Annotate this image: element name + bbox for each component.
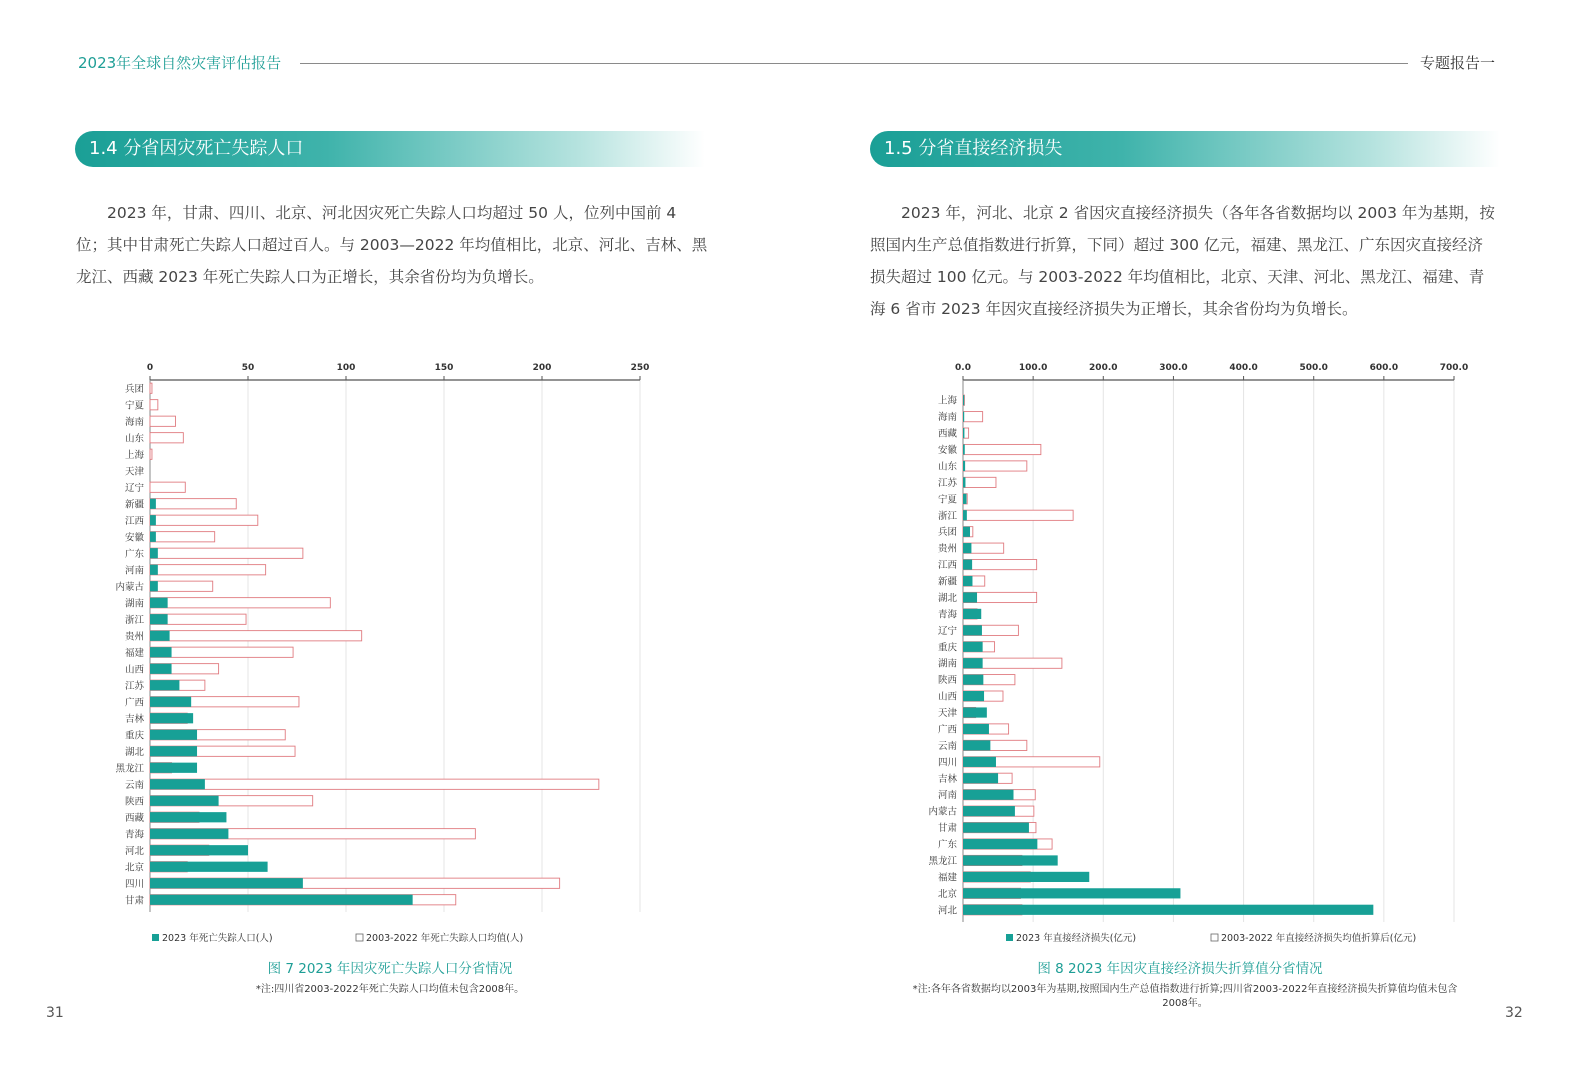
avg-bar: [150, 499, 236, 509]
category-label: 西藏: [124, 812, 144, 824]
avg-bar: [150, 598, 330, 608]
category-label: 辽宁: [124, 482, 144, 494]
chart-economic-loss: [915, 342, 1495, 952]
bar-2023: [963, 773, 998, 783]
x-tick-label: 200.0: [1089, 363, 1118, 373]
category-label: 浙江: [937, 510, 957, 522]
section-banner-right: 1.5 分省直接经济损失: [870, 131, 1500, 167]
x-tick-label: 600.0: [1369, 363, 1399, 373]
bar-2023: [150, 878, 303, 888]
bar-2023: [150, 515, 156, 525]
avg-bar: [150, 482, 185, 492]
avg-bar: [150, 400, 158, 410]
avg-bar: [963, 412, 983, 422]
bar-2023: [963, 888, 1180, 898]
bar-2023: [963, 592, 977, 602]
category-label: 河南: [124, 565, 144, 577]
category-label: 湖南: [124, 598, 144, 610]
bar-2023: [150, 631, 170, 641]
category-label: 山东: [937, 461, 957, 473]
bar-2023: [150, 895, 413, 905]
bar-2023: [963, 625, 982, 635]
avg-bar: [150, 581, 213, 591]
paragraph-left: 2023 年，甘肃、四川、北京、河北因灾死亡失踪人口均超过 50 人，位列中国前 4 位；其中甘肃死亡失踪人口超过百人。与 2003—2022 年均值相比，北京、河北、吉林、黑龙江、西藏 2023 年死亡失踪人口为正增长，其余省份均为负增长。: [76, 204, 708, 286]
avg-bar: [150, 779, 599, 789]
bar-2023: [963, 757, 996, 767]
category-label: 安徽: [937, 445, 957, 457]
figure-caption-right: 图 8 2023 年因灾直接经济损失折算值分省情况: [1037, 961, 1323, 977]
x-tick-label: 100: [336, 363, 356, 373]
bar-2023: [963, 444, 965, 454]
page-number-left: 31: [46, 1005, 64, 1021]
category-label: 辽宁: [937, 625, 957, 637]
x-tick-label: 200: [532, 363, 552, 373]
category-label: 湖北: [937, 592, 957, 604]
category-label: 河南: [937, 790, 957, 802]
bar-2023: [963, 477, 965, 487]
category-label: 内蒙古: [115, 581, 144, 593]
bar-2023: [963, 527, 970, 537]
category-label: 广西: [937, 724, 957, 736]
legend-swatch-2023: [152, 934, 159, 941]
category-label: 重庆: [937, 642, 957, 654]
category-label: 北京: [124, 862, 144, 874]
bar-2023: [963, 740, 990, 750]
section-label: 专题报告一: [1420, 54, 1496, 72]
category-label: 西藏: [937, 428, 957, 440]
category-label: 黑龙江: [115, 763, 144, 775]
category-label: 湖北: [124, 746, 144, 758]
x-tick-label: 50: [241, 363, 255, 373]
category-label: 上海: [937, 395, 957, 407]
bar-2023: [963, 510, 967, 520]
category-label: 吉林: [937, 773, 957, 785]
x-tick-label: 0: [146, 363, 154, 373]
avg-bar: [150, 532, 215, 542]
category-label: 宁夏: [937, 494, 957, 506]
category-label: 湖南: [937, 658, 957, 670]
bar-2023: [150, 664, 172, 674]
avg-bar: [963, 444, 1041, 454]
category-label: 上海: [124, 449, 144, 461]
category-label: 吉林: [124, 713, 144, 725]
category-label: 陕西: [937, 675, 957, 687]
bar-2023: [150, 598, 168, 608]
bar-2023: [963, 822, 1029, 832]
bar-2023: [150, 746, 197, 756]
category-label: 广西: [124, 697, 144, 709]
category-label: 山西: [937, 691, 957, 703]
bar-2023: [150, 845, 248, 855]
bar-2023: [150, 581, 158, 591]
category-label: 河北: [124, 845, 144, 857]
legend-label-2023: 2023 年死亡失踪人口(人): [162, 933, 273, 944]
bar-2023: [963, 412, 964, 422]
bar-2023: [150, 614, 168, 624]
category-label: 宁夏: [124, 400, 144, 412]
avg-bar: [150, 515, 258, 525]
category-label: 山西: [124, 664, 144, 676]
avg-bar: [963, 461, 1027, 471]
bar-2023: [150, 697, 191, 707]
category-label: 内蒙古: [928, 806, 957, 818]
avg-bar: [963, 510, 1073, 520]
bar-2023: [150, 812, 226, 822]
category-label: 青海: [124, 829, 144, 841]
header-divider: [300, 63, 1408, 64]
report-title: 2023年全球自然灾害评估报告: [78, 54, 282, 72]
category-label: 广东: [937, 839, 957, 851]
avg-bar: [150, 383, 152, 393]
category-label: 云南: [937, 740, 957, 752]
bar-2023: [963, 658, 983, 668]
figure-caption-left: 图 7 2023 年因灾死亡失踪人口分省情况: [267, 961, 513, 977]
category-label: 黑龙江: [928, 855, 957, 867]
bar-2023: [150, 779, 205, 789]
category-label: 浙江: [124, 614, 144, 626]
avg-bar: [150, 631, 362, 641]
bar-2023: [963, 494, 967, 504]
bar-2023: [963, 576, 972, 586]
category-label: 广东: [124, 548, 144, 560]
category-label: 天津: [124, 466, 144, 478]
x-tick-label: 250: [630, 363, 650, 373]
bar-2023: [150, 532, 156, 542]
category-label: 贵州: [124, 631, 144, 643]
avg-bar: [150, 416, 175, 426]
page-number-right: 32: [1505, 1005, 1523, 1021]
avg-bar: [150, 548, 303, 558]
bar-2023: [150, 565, 158, 575]
x-tick-label: 0.0: [955, 363, 971, 373]
legend-swatch-avg: [1211, 934, 1218, 941]
legend-label-2023: 2023 年直接经济损失(亿元): [1016, 933, 1137, 944]
bar-2023: [150, 647, 172, 657]
category-label: 福建: [124, 647, 144, 659]
bar-2023: [963, 855, 1058, 865]
category-label: 江苏: [124, 680, 144, 692]
category-label: 甘肃: [937, 823, 957, 835]
category-label: 新疆: [124, 499, 144, 511]
category-label: 陕西: [124, 796, 144, 808]
bar-2023: [963, 872, 1089, 882]
bar-2023: [150, 829, 228, 839]
category-label: 兵团: [937, 527, 957, 539]
bar-2023: [963, 559, 972, 569]
bar-2023: [963, 461, 965, 471]
x-tick-label: 500.0: [1299, 363, 1328, 373]
bar-2023: [150, 680, 179, 690]
category-label: 海南: [124, 416, 144, 428]
bar-2023: [963, 839, 1037, 849]
bar-2023: [963, 806, 1015, 816]
bar-2023: [150, 730, 197, 740]
x-tick-label: 300.0: [1159, 363, 1188, 373]
bar-2023: [150, 499, 156, 509]
legend-swatch-avg: [356, 934, 363, 941]
avg-bar: [150, 433, 183, 443]
avg-bar: [963, 559, 1037, 569]
category-label: 安徽: [124, 532, 144, 544]
bar-2023: [963, 675, 983, 685]
category-label: 重庆: [124, 730, 144, 742]
bar-2023: [963, 905, 1373, 915]
bar-2023: [963, 395, 964, 405]
category-label: 四川: [124, 878, 144, 890]
bar-2023: [963, 642, 983, 652]
legend-label-avg: 2003-2022 年直接经济损失均值折算后(亿元): [1221, 933, 1417, 944]
legend-swatch-2023: [1006, 934, 1013, 941]
category-label: 天津: [937, 708, 957, 720]
category-label: 青海: [937, 609, 957, 621]
bar-2023: [963, 790, 1014, 800]
category-label: 河北: [937, 905, 957, 917]
section-banner-left: 1.4 分省因灾死亡失踪人口: [75, 131, 705, 167]
chart-deaths: [100, 342, 680, 952]
category-label: 贵州: [937, 543, 957, 555]
category-label: 兵团: [124, 383, 144, 395]
avg-bar: [150, 565, 266, 575]
bar-2023: [150, 862, 268, 872]
bar-2023: [150, 713, 193, 723]
category-label: 四川: [937, 757, 957, 769]
category-label: 云南: [124, 779, 144, 791]
avg-bar: [150, 449, 152, 459]
x-tick-label: 150: [434, 363, 454, 373]
category-label: 江西: [937, 560, 957, 572]
paragraph-right: 2023 年，河北、北京 2 省因灾直接经济损失（各年各省数据均以 2003 年为基期，按照国内生产总值指数进行折算，下同）超过 300 亿元，福建、黑龙江、广东因灾直接经济损失超过 100 亿元。与 2003-2022 年均值相比，北京、天津、河北、黑龙江、福建、青海 6 省市 2023 年因灾直接经济损失为正增长，其余省份均为负增长。: [870, 204, 1495, 318]
bar-2023: [963, 428, 964, 438]
category-label: 江苏: [937, 477, 957, 489]
bar-2023: [963, 691, 984, 701]
bar-2023: [963, 724, 989, 734]
category-label: 海南: [937, 412, 957, 424]
figure-note-right: *注:各年各省数据均以2003年为基期,按照国内生产总值指数进行折算;四川省2003-2022年直接经济损失折算值均值未包含2008年。: [912, 984, 1458, 1009]
bar-2023: [963, 543, 971, 553]
category-label: 北京: [937, 888, 957, 900]
bar-2023: [963, 609, 981, 619]
bar-2023: [150, 763, 197, 773]
bar-2023: [150, 548, 158, 558]
x-tick-label: 100.0: [1018, 363, 1048, 373]
legend-label-avg: 2003-2022 年死亡失踪人口均值(人): [366, 933, 524, 944]
bar-2023: [963, 707, 987, 717]
category-label: 新疆: [937, 576, 957, 588]
category-label: 福建: [937, 872, 957, 884]
category-label: 山东: [124, 433, 144, 445]
x-tick-label: 700.0: [1439, 363, 1469, 373]
figure-note-left: *注:四川省2003-2022年死亡失踪人口均值未包含2008年。: [255, 984, 525, 995]
bar-2023: [150, 796, 219, 806]
x-tick-label: 400.0: [1229, 363, 1258, 373]
category-label: 甘肃: [124, 895, 144, 907]
category-label: 江西: [124, 515, 144, 527]
avg-bar: [963, 477, 996, 487]
